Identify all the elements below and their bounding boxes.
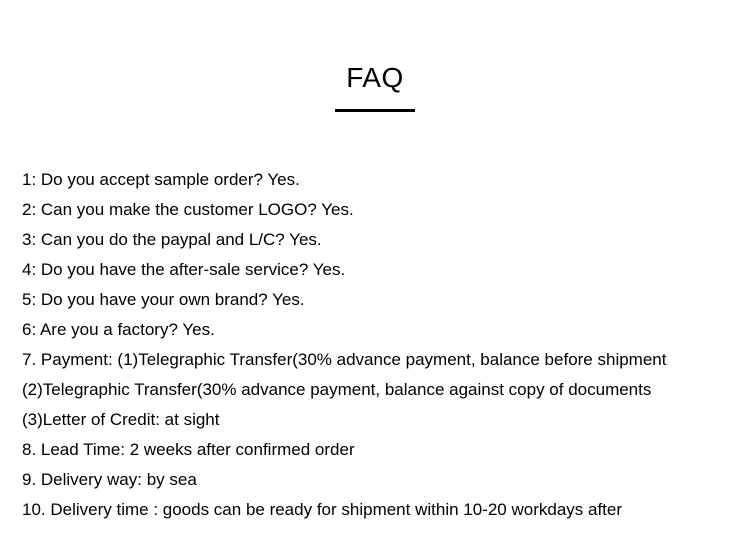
faq-item-payment-1: 7. Payment: (1)Telegraphic Transfer(30% advance payment, balance before shipment [22,350,667,369]
faq-item-sample-order: 1: Do you accept sample order? Yes. [22,170,300,189]
faq-item-factory: 6: Are you a factory? Yes. [22,320,215,339]
faq-list [22,165,742,525]
faq-item-customer-logo: 2: Can you make the customer LOGO? Yes. [22,200,354,219]
faq-item-paypal-lc: 3: Can you do the paypal and L/C? Yes. [22,230,322,249]
faq-item-delivery-time: 10. Delivery time : goods can be ready for shipment within 10-20 workdays after [22,500,623,519]
faq-item-lead-time: 8. Lead Time: 2 weeks after confirmed order [22,440,355,459]
faq-item-own-brand: 5: Do you have your own brand? Yes. [22,290,305,309]
title-underline [335,109,415,112]
faq-item-payment-2: (2)Telegraphic Transfer(30% advance payment, balance against copy of documents [22,380,652,399]
page-title: FAQ [346,62,404,93]
faq-item-after-sale: 4: Do you have the after-sale service? Yes. [22,260,346,279]
faq-item-delivery-way: 9. Delivery way: by sea [22,470,197,489]
faq-item-payment-3: (3)Letter of Credit: at sight [22,410,220,429]
